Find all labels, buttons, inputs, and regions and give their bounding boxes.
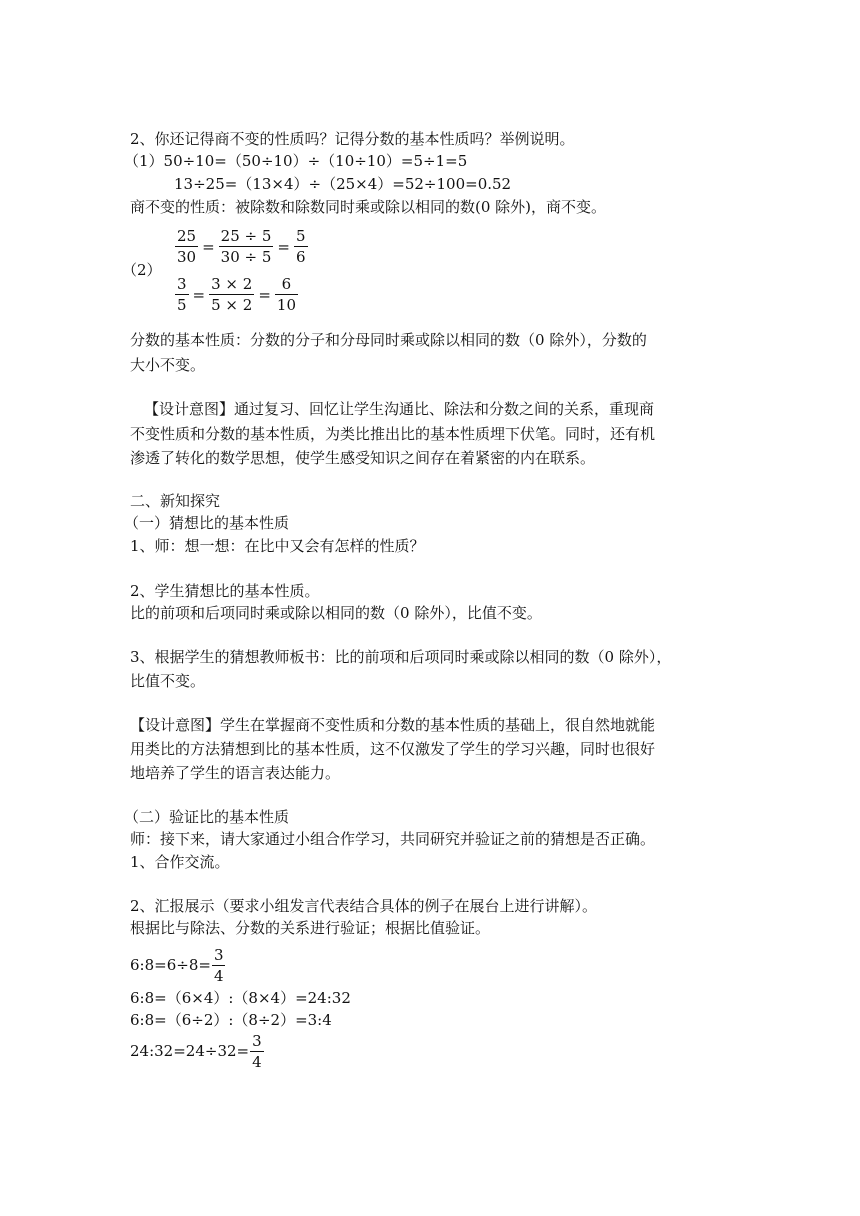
fraction-equation-1: $\frac{25}{30}$ = $\frac{25 \div 5}{30 \div 5}$ = $\frac{5}{6}$	[177, 227, 306, 266]
step-3-line-1: 3、根据学生的猜想教师板书：比的前项和后项同时乘或除以相同的数（0 除外），	[130, 648, 672, 666]
example-1a: （1）50÷10=（50÷10）÷（10÷10）=5÷1=5	[124, 152, 468, 170]
step-2: 2、学生猜想比的基本性质。	[130, 582, 320, 600]
fraction: $\frac{6}{10}$	[276, 275, 296, 314]
fraction: $\frac{3}{5}$	[177, 275, 187, 314]
fraction-equation-2: $\frac{3}{5}$ = $\frac{3 \times 2}{5 \times 2}$ = $\frac{6}{10}$	[177, 275, 296, 314]
step-3-line-2: 比值不变。	[130, 672, 206, 690]
design-intent-2-line-1: 【设计意图】学生在掌握商不变性质和分数的基本性质的基础上，很自然地就能	[130, 716, 656, 734]
example-ratio-3: 6:8=（6÷2）:（8÷2）=3:4	[130, 1011, 332, 1029]
step-2-conjecture: 比的前项和后项同时乘或除以相同的数（0 除外），比值不变。	[130, 604, 542, 622]
example-ratio-4: 24:32=24÷32= $\frac{3}{4}$	[130, 1031, 262, 1071]
design-intent-2-line-2: 用类比的方法猜想到比的基本性质，这不仅激发了学生的学习兴趣，同时也很好	[130, 740, 656, 758]
section-heading-2: 二、新知探究	[130, 492, 221, 510]
design-intent-1-line-1: 【设计意图】通过复习、回忆让学生沟通比、除法和分数之间的关系，重现商	[144, 400, 655, 418]
question-2: 2、你还记得商不变的性质吗？记得分数的基本性质吗？举例说明。	[130, 130, 575, 148]
fraction: $\frac{5}{6}$	[296, 227, 306, 266]
fraction-rule-line-1: 分数的基本性质：分数的分子和分母同时乘或除以相同的数（0 除外），分数的	[130, 331, 647, 349]
step-1: 1、师：想一想：在比中又会有怎样的性质？	[130, 537, 425, 555]
example-ratio-1: 6:8=6÷8= $\frac{3}{4}$	[130, 945, 224, 985]
design-intent-2-line-3: 地培养了学生的语言表达能力。	[130, 764, 341, 782]
step-cooperate: 1、合作交流。	[130, 853, 230, 871]
design-intent-1-line-3: 渗透了转化的数学思想，使学生感受知识之间存在着紧密的内在联系。	[130, 449, 596, 467]
fraction: $\frac{3 \times 2}{5 \times 2}$	[211, 275, 253, 314]
fraction: $\frac{3}{4}$	[213, 945, 224, 985]
subsection-heading-2: （二）验证比的基本性质	[124, 808, 290, 826]
example-ratio-2: 6:8=（6×4）:（8×4）=24:32	[130, 989, 351, 1007]
example-2-label: （2）	[122, 261, 162, 279]
fraction: $\frac{25}{30}$	[177, 227, 197, 266]
verification-method: 根据比与除法、分数的关系进行验证；根据比值验证。	[130, 919, 491, 937]
fraction-rule-line-2: 大小不变。	[130, 356, 206, 374]
subsection-heading-1: （一）猜想比的基本性质	[124, 514, 290, 532]
step-report: 2、汇报展示（要求小组发言代表结合具体的例子在展台上进行讲解）。	[130, 897, 598, 915]
teacher-instruction: 师：接下来，请大家通过小组合作学习，共同研究并验证之前的猜想是否正确。	[130, 830, 656, 848]
example-1b: 13÷25=（13×4）÷（25×4）=52÷100=0.52	[174, 175, 512, 193]
design-intent-1-line-2: 不变性质和分数的基本性质，为类比推出比的基本性质埋下伏笔。同时，还有机	[130, 425, 656, 443]
fraction: $\frac{25 \div 5}{30 \div 5}$	[220, 227, 272, 266]
fraction: $\frac{3}{4}$	[252, 1031, 262, 1071]
quotient-rule: 商不变的性质：被除数和除数同时乘或除以相同的数(0 除外)，商不变。	[130, 198, 607, 216]
